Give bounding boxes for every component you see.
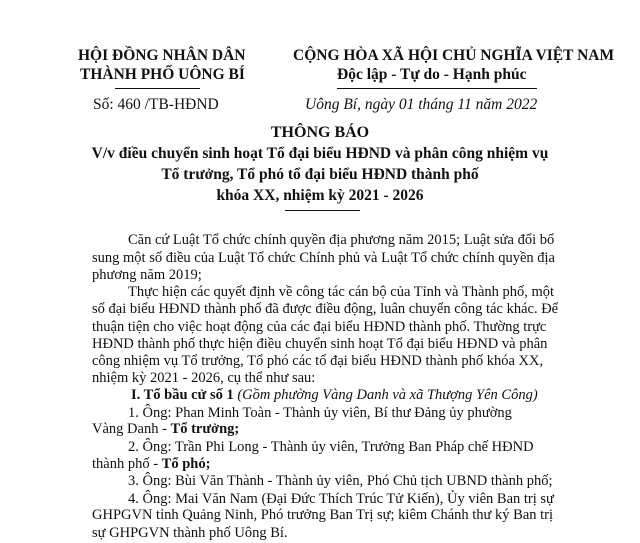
item1-line2-text: Vàng Danh - <box>92 421 171 438</box>
subject-line-3: khóa XX, nhiệm kỳ 2021 - 2026 <box>216 187 424 204</box>
para2-line4: HĐND thành phố thực hiện điều chuyển sinh hoạt Tổ đại biểu HĐND và phân <box>92 335 548 352</box>
para2-line1: Thực hiện các quyết định về công tác cán bộ của Tỉnh và Thành phố, một <box>128 284 555 301</box>
para2-line3: thuận tiện cho việc hoạt động của các đại biểu HĐND thành phố. Thường trực <box>92 318 547 335</box>
item1-line2 <box>92 420 239 438</box>
document-number: Số: 460 /TB-HĐND <box>93 96 219 113</box>
item3-line1: 3. Ông: Bùi Văn Thành - Thành ủy viên, Phó Chủ tịch UBND thành phố; <box>128 472 553 489</box>
subject-line-1: V/v điều chuyển sinh hoạt Tổ đại biểu HĐND và phân công nhiệm vụ <box>91 145 549 162</box>
para1-line3: phương năm 2019; <box>92 266 202 283</box>
item2-line2 <box>92 455 210 473</box>
item2-line2-text: thành phố - <box>92 456 162 472</box>
para2-line6: nhiệm kỳ 2021 - 2026, cụ thể như sau: <box>92 370 316 387</box>
place-date: Uông Bí, ngày 01 tháng 11 năm 2022 <box>305 96 538 113</box>
para1-line1: Căn cứ Luật Tổ chức chính quyền địa phương năm 2015; Luật sửa đổi bổ <box>128 232 555 248</box>
document-title: THÔNG BÁO <box>270 124 370 141</box>
item2-line1: 2. Ông: Trần Phi Long - Thành ủy viên, Trưởng Ban Pháp chế HĐND <box>128 439 534 456</box>
issuer-name: HỘI ĐỒNG NHÂN DÂN <box>78 47 246 64</box>
item2-role: Tổ phó; <box>161 456 211 472</box>
national-motto: Độc lập - Tự do - Hạnh phúc <box>337 66 527 83</box>
issuer-underline <box>115 88 200 89</box>
item4-line1: 4. Ông: Mai Văn Nam (Đại Đức Thích Trúc Tử Kiến), Ủy viên Ban trị sự <box>128 490 554 507</box>
para1-line2: sung một số điều của Luật Tổ chức Chính phủ và Luật Tổ chức chính quyền địa <box>92 249 555 266</box>
subject-line-2: Tổ trưởng, Tổ phó tổ đại biểu HĐND thành phố <box>161 166 479 183</box>
section-1-note: (Gồm phường Vàng Danh và xã Thượng Yên Công) <box>233 386 538 403</box>
section-1-heading <box>131 386 538 404</box>
title-underline <box>285 210 360 211</box>
para2-line5: công nhiệm vụ Tổ trưởng, Tổ phó các tổ đại biểu HĐND thành phố khóa XX, <box>92 353 544 370</box>
national-title: CỘNG HÒA XÃ HỘI CHỦ NGHĨA VIỆT NAM <box>293 47 615 64</box>
section-1-title: I. Tổ bầu cử số 1 <box>131 386 234 403</box>
item4-line2: GHPGVN tỉnh Quảng Ninh, Phó trưởng Ban Trị sự; kiêm Chánh thư ký Ban trị <box>92 507 554 524</box>
issuer-city: THÀNH PHỐ UÔNG BÍ <box>80 66 245 83</box>
item1-line1: 1. Ông: Phan Minh Toàn - Thành ủy viên, Bí thư Đảng ủy phường <box>128 404 512 421</box>
item4-line3: sự GHPGVN thành phố Uông Bí. <box>92 525 288 541</box>
item1-role: Tổ trưởng; <box>170 421 240 438</box>
para2-line2: số đại biểu HĐND thành phố đã được điều động, luân chuyển công tác khác. Để <box>92 301 559 317</box>
motto-underline <box>337 88 537 89</box>
